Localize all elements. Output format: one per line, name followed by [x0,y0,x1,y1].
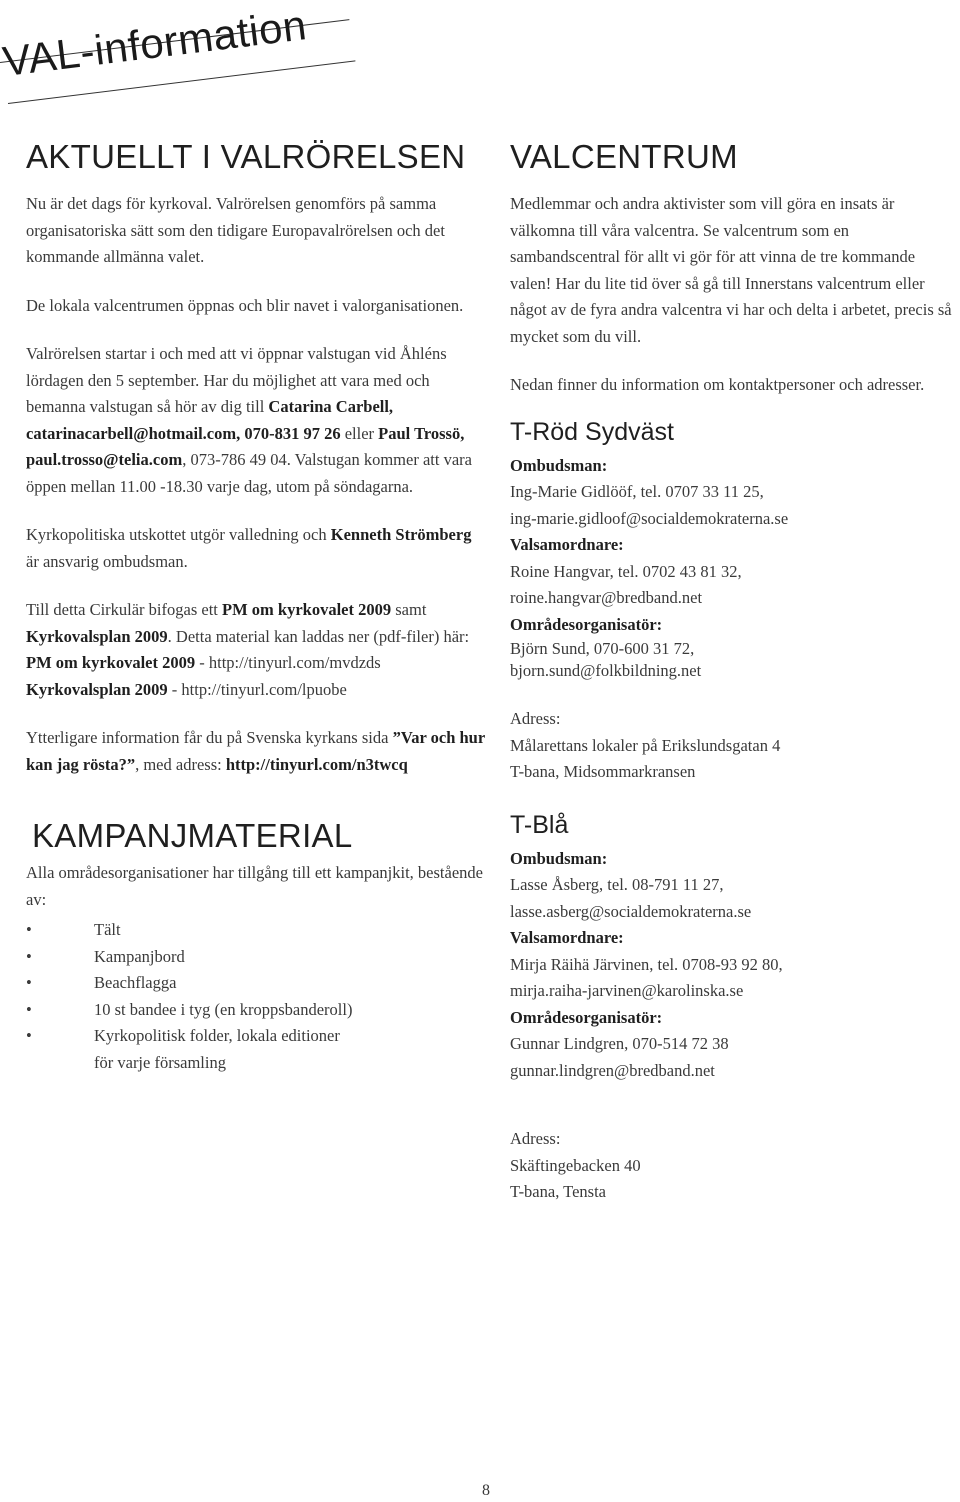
contact-kenneth: Kenneth Strömberg [330,525,472,544]
right-column [510,137,955,1228]
email-link[interactable]: ing-marie.gidloof@socialdemokraterna.se [510,508,789,528]
contact-catarina: Catarina Carbell, catarinacarbell@hotmail.com, 070-831 97 26 [26,397,394,443]
group-title: T-Blå [510,810,569,839]
email-link[interactable]: mirja.raiha-jarvinen@karolinska.se [510,981,744,1000]
paragraph-valstugan: Valrörelsen startar i och med att vi öppnar valstugan vid Åhléns lördagen den 5 september. Har du möjlighet att vara med och bemanna valstugan så hör av dig till Catarina Carbell, catarinacarbell@hotmail.com, 070-831 97 26 eller Paul Trossö, paul.trosso@telia.com, 073-786 49 04. Valstugan kommer att vara öppen mellan 11.00 -18.30 varje dag, utom på söndagarna. [26,344,472,496]
page-number: 8 [482,1482,490,1499]
page-title: VAL-information [0,1,310,86]
paragraph-svenska-kyrkan: Ytterligare information får du på Svenska kyrkans sida ”Var och hur kan jag rösta?”, med adress: http://tinyurl.com/n3twcq [26,728,485,774]
list-item: • Tält [26,917,486,944]
group-title: T-Röd Sydväst [510,417,674,446]
paragraph-valcentrum: De lokala valcentrumen öppnas och blir navet i valorganisationen. [26,295,464,315]
email-link[interactable]: lasse.asberg@socialdemokraterna.se [510,901,752,921]
email-link[interactable]: roine.hangvar@bredband.net [510,588,703,607]
kampanjkit-list [26,917,486,1076]
header-banner [0,0,380,110]
list-item: • Beachflagga [26,970,486,997]
section-title-kampanjmaterial: KAMPANJMATERIAL [32,817,353,854]
paragraph-bifogas: Till detta Cirkulär bifogas ett PM om kyrkovalet 2009 samt Kyrkovalsplan 2009. Detta material kan laddas ner (pdf-filer) här: PM om kyrkovalet 2009 - http://tinyurl.com/mvdzds Kyrkovalsplan 2009 - http://tinyurl.com/lpuobe [26,600,470,699]
contact-group-t-bla: T-Blå Ombudsman: Lasse Åsberg, tel. 08-791 11 27, lasse.asberg@socialdemokraterna.se Valsamordnare: Mirja Räihä Järvinen, tel. 0708-93 92 80, mirja.raiha-jarvinen@karolinska.se Områdesorganisatör: Gunnar Lindgren, 070-514 72 38 gunnar.lindgren@bredband.net Adress: Skäftingebacken 40 T-bana, Tensta [510,810,955,1206]
paragraph-intro: Nu är det dags för kyrkoval. Valrörelsen genomförs på samma organisatoriska sätt som den tidigare Europavalrörelsen och det kommande allmänna valet. [26,194,445,266]
email-link[interactable]: bjorn.sund@folkbildning.net [510,661,702,680]
contact-paul: Paul Trossö, paul.trosso@telia.com [26,423,465,469]
link-pm-label: PM om kyrkovalet 2009 [26,653,196,672]
email-link[interactable]: gunnar.lindgren@bredband.net [510,1060,715,1080]
paragraph-valledning: Kyrkopolitiska utskottet utgör valledning och Kenneth Strömberg är ansvarig ombudsman. [26,525,472,571]
paragraph-valcentrum-intro: Medlemmar och andra aktivister som vill göra en insats är välkomna till våra valcentra. Se valcentrum som en sambandscentral för allt vi gör för att vinna de tre kommande valen! Har du lite tid över så gå till Innerstans valcentrum eller något av de fyra andra valcentra vi har och delta i arbetet, precis så mycket som du vill. [510,194,952,346]
paragraph-kontakt: Nedan finner du information om kontaktpersoner och adresser. [510,375,925,394]
section-title-aktuellt: AKTUELLT I VALRÖRELSEN [26,138,466,175]
section-title-valcentrum: VALCENTRUM [510,138,738,175]
left-column [26,137,486,1076]
list-item: • Kampanjbord [26,944,486,971]
list-item: • Kyrkopolitisk folder, lokala editioner för varje församling [26,1023,486,1076]
paragraph-kampanjkit: Alla områdesorganisationer har tillgång till ett kampanjkit, bestående av: [26,863,483,909]
link-plan-label: Kyrkovalsplan 2009 [26,679,168,699]
list-item: • 10 st bandee i tyg (en kroppsbanderoll) [26,997,486,1024]
link-plan[interactable]: - http://tinyurl.com/lpuobe [167,679,347,699]
link-svenska-kyrkan[interactable]: http://tinyurl.com/n3twcq [225,754,408,774]
contact-group-t-rod: T-Röd Sydväst Ombudsman: Ing-Marie Gidlööf, tel. 0707 33 11 25, ing-marie.gidloof@socialdemokraterna.se Valsamordnare: Roine Hangvar, tel. 0702 43 81 32, roine.hangvar@bredband.net Områdesorganisatör: Björn Sund, 070-600 31 72, bjorn.sund@folkbildning.net Adress: Målarettans lokaler på Erikslundsgatan 4 T-bana, Midsommarkransen [510,417,955,786]
link-pm[interactable]: - http://tinyurl.com/mvdzds [195,653,381,672]
